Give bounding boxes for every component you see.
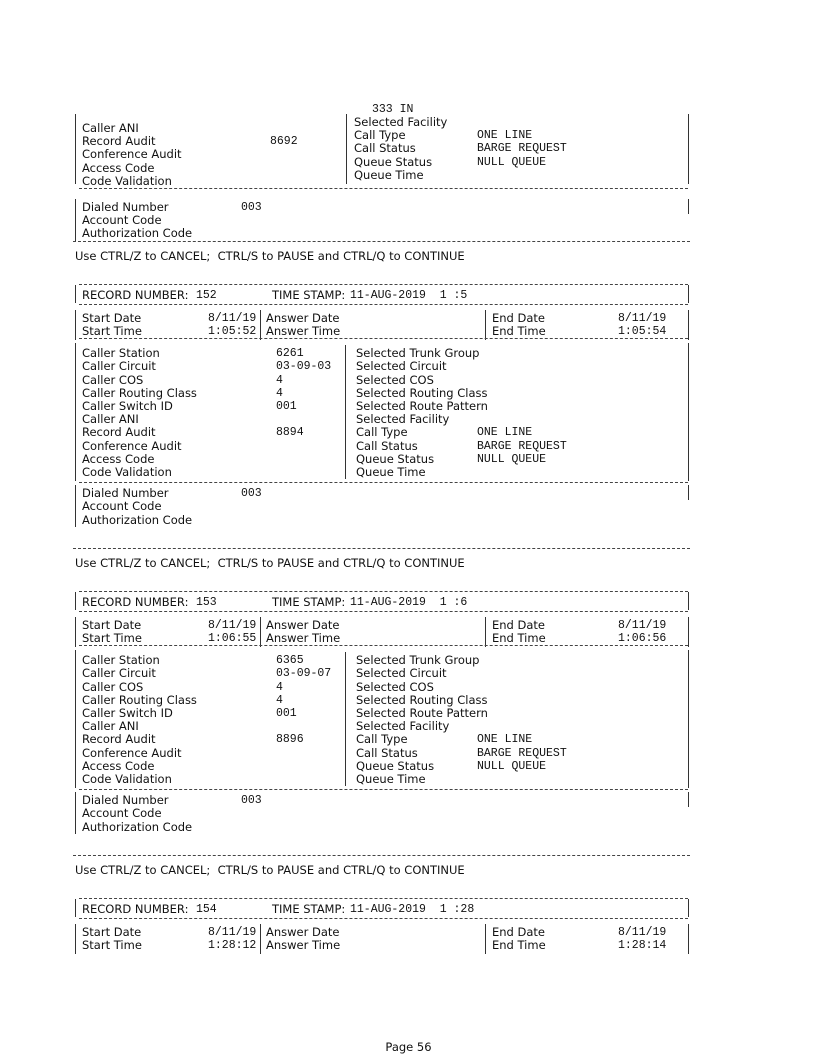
answer-time-label: Answer Time [266,324,341,339]
selected-field-value: ONE LINE [477,733,533,747]
border-bar [688,924,689,954]
column-separator [345,345,346,479]
caller-field-value: 03-09-03 [276,360,332,374]
border-bar [688,650,689,788]
start-date-label: Start Date [82,925,142,939]
caller-field-label: Caller Switch ID [82,399,173,413]
dialed-field-label: Dialed Number [82,793,169,808]
selected-field-label: Queue Time [356,465,426,479]
dialed-field-value: 003 [241,201,262,214]
start-time-label: Start Time [82,938,142,953]
caller-field-label: Caller Routing Class [82,385,197,400]
dashed-separator [73,241,690,242]
end-date: 8/11/19 [618,926,667,939]
selected-field-label: Selected Trunk Group [356,346,480,361]
caller-field-label: Caller Circuit [82,359,156,374]
border-bar [688,199,689,214]
field-value: ONE LINE [477,129,533,143]
field-value: 8692 [270,135,298,149]
start-date-label: Start Date [82,618,142,632]
border-bar [75,485,76,527]
dashed-separator [79,898,688,899]
caller-field-label: Access Code [82,758,155,773]
dialed-field-label: Authorization Code [82,226,193,241]
caller-field-value: 03-09-07 [276,667,332,681]
answer-date-label: Answer Date [266,618,340,632]
border-bar [75,792,76,834]
start-time-label: Start Time [82,631,142,646]
selected-field-value: NULL QUEUE [477,759,547,773]
ctrl-instructions: Use CTRL/Z to CANCEL; CTRL/S to PAUSE and CTRL/Q to CONTINUE [75,556,465,570]
caller-field-label: Caller Switch ID [82,706,173,720]
record-number: 153 [196,596,217,609]
start-time-label: Start Time [82,324,142,339]
selected-field-label: Selected Route Pattern [356,706,488,720]
border-bar [75,924,76,954]
caller-field-label: Access Code [82,451,155,466]
selected-field-label: Call Status [356,745,418,760]
record-number-label: RECORD NUMBER: [82,902,189,916]
border-bar [688,485,689,500]
start-time: 1:06:55 [208,632,257,646]
dialed-field-label: Authorization Code [82,512,193,527]
border-bar [75,617,76,647]
facility-value: 333 IN [372,103,414,116]
caller-field-label: Caller ANI [82,412,139,427]
start-time: 1:05:52 [208,325,257,339]
caller-field-value: 001 [276,707,297,720]
selected-field-value: BARGE REQUEST [477,439,567,453]
selected-field-label: Selected Circuit [356,359,447,374]
column-separator [485,924,486,954]
dialed-field-label: Dialed Number [82,486,169,501]
answer-date-label: Answer Date [266,311,340,325]
selected-field-label: Call Status [356,438,418,453]
record-number: 154 [196,903,217,916]
selected-field-label: Selected Route Pattern [356,399,488,413]
end-date: 8/11/19 [618,619,667,632]
column-separator [485,310,486,340]
dashed-separator [79,789,688,790]
field-label: Call Type [354,128,406,143]
end-time-label: End Time [492,324,546,339]
border-bar [688,592,689,610]
answer-time-label: Answer Time [266,631,341,646]
dashed-separator [73,548,690,549]
selected-field-value: BARGE REQUEST [477,746,567,760]
timestamp-label: TIME STAMP: [272,902,346,916]
dashed-separator [79,188,688,189]
border-bar [75,285,76,303]
caller-field-label: Caller Station [82,346,160,361]
selected-field-label: Queue Time [356,772,426,786]
caller-field-label: Caller Circuit [82,666,156,681]
caller-field-label: Caller ANI [82,719,139,734]
caller-field-label: Caller Routing Class [82,692,197,707]
dialed-field-label: Authorization Code [82,819,193,834]
selected-field-label: Call Type [356,425,408,440]
caller-field-value: 6365 [276,654,304,668]
caller-field-value: 001 [276,400,297,413]
dashed-separator [79,338,688,339]
field-value: NULL QUEUE [477,155,547,169]
selected-field-label: Selected Routing Class [356,692,488,707]
caller-field-value: 4 [276,680,283,694]
start-date-label: Start Date [82,311,142,325]
border-bar [688,310,689,340]
selected-field-label: Queue Status [356,451,435,466]
dashed-separator [79,611,688,612]
timestamp: 11-AUG-2019 1 :28 [350,903,475,916]
caller-field-value: 4 [276,386,283,400]
caller-field-label: Conference Audit [82,745,182,760]
dashed-separator [79,645,688,646]
dashed-separator [79,284,688,285]
selected-field-label: Selected Trunk Group [356,653,480,668]
dialed-field-label: Account Code [82,213,162,228]
border-bar [75,114,76,184]
caller-field-value: 8894 [276,426,304,440]
end-date-label: End Date [492,925,545,939]
end-time: 1:28:14 [618,939,667,953]
selected-field-label: Selected Circuit [356,666,447,681]
start-date: 8/11/19 [208,926,257,939]
selected-field-label: Selected Routing Class [356,385,488,400]
caller-field-label: Code Validation [82,772,172,786]
end-date-label: End Date [492,311,545,325]
border-bar [688,285,689,303]
border-bar [75,899,76,917]
dialed-field-label: Account Code [82,499,162,514]
border-bar [75,650,76,788]
caller-field-label: Caller Station [82,653,160,668]
end-time-label: End Time [492,938,546,953]
border-bar [75,310,76,340]
selected-field-value: ONE LINE [477,426,533,440]
end-time-label: End Time [492,631,546,646]
page-number: Page 56 [385,1040,432,1054]
selected-field-label: Selected Facility [356,412,450,427]
dialed-field-value: 003 [241,487,262,501]
field-label: Call Status [354,141,416,156]
caller-field-label: Record Audit [82,732,156,747]
column-separator [346,114,347,184]
border-bar [75,343,76,481]
field-label: Code Validation [82,173,172,188]
caller-field-value: 4 [276,373,283,387]
selected-field-label: Selected COS [356,679,434,694]
border-bar [688,617,689,647]
answer-time-label: Answer Time [266,938,341,953]
start-date: 8/11/19 [208,619,257,632]
answer-date-label: Answer Date [266,925,340,939]
end-date: 8/11/19 [618,312,667,325]
field-label: Caller ANI [82,121,139,135]
ctrl-instructions: Use CTRL/Z to CANCEL; CTRL/S to PAUSE and CTRL/Q to CONTINUE [75,863,465,877]
column-separator [260,617,261,647]
start-time: 1:28:12 [208,939,257,953]
field-label: Queue Time [354,167,424,182]
caller-field-value: 8896 [276,733,304,747]
dashed-separator [79,918,688,919]
caller-field-value: 4 [276,693,283,707]
start-date: 8/11/19 [208,312,257,325]
border-bar [688,899,689,917]
border-bar [688,792,689,807]
dialed-field-value: 003 [241,794,262,808]
dashed-separator [79,591,688,592]
dialed-field-label: Dialed Number [82,200,169,214]
record-number: 152 [196,289,217,302]
selected-field-label: Selected COS [356,372,434,387]
timestamp-label: TIME STAMP: [272,288,346,302]
caller-field-label: Record Audit [82,425,156,440]
column-separator [260,310,261,340]
end-time: 1:05:54 [618,325,667,339]
selected-field-label: Queue Status [356,758,435,773]
record-number-label: RECORD NUMBER: [82,288,189,302]
field-label: Queue Status [354,154,433,169]
timestamp-label: TIME STAMP: [272,595,346,609]
selected-field-label: Selected Facility [356,719,450,734]
dialed-field-label: Account Code [82,806,162,821]
column-separator [260,924,261,954]
timestamp: 11-AUG-2019 1 :5 [350,289,468,302]
border-bar [688,114,689,184]
caller-field-value: 6261 [276,347,304,361]
timestamp: 11-AUG-2019 1 :6 [350,596,468,609]
dashed-separator [79,482,688,483]
end-date-label: End Date [492,618,545,632]
caller-field-label: Caller COS [82,679,144,694]
field-label: Access Code [82,160,155,175]
border-bar [75,592,76,610]
selected-field-label: Call Type [356,732,408,747]
selected-field-value: NULL QUEUE [477,452,547,466]
border-bar [75,199,76,241]
field-label: Record Audit [82,134,156,149]
field-value: BARGE REQUEST [477,142,567,156]
field-label: Selected Facility [354,115,448,129]
ctrl-instructions: Use CTRL/Z to CANCEL; CTRL/S to PAUSE and CTRL/Q to CONTINUE [75,249,465,263]
caller-field-label: Conference Audit [82,438,182,453]
record-number-label: RECORD NUMBER: [82,595,189,609]
end-time: 1:06:56 [618,632,667,646]
dashed-separator [79,304,688,305]
column-separator [485,617,486,647]
column-separator [345,652,346,786]
caller-field-label: Caller COS [82,372,144,387]
field-label: Conference Audit [82,147,182,162]
border-bar [688,343,689,481]
caller-field-label: Code Validation [82,465,172,479]
dashed-separator [73,855,690,856]
